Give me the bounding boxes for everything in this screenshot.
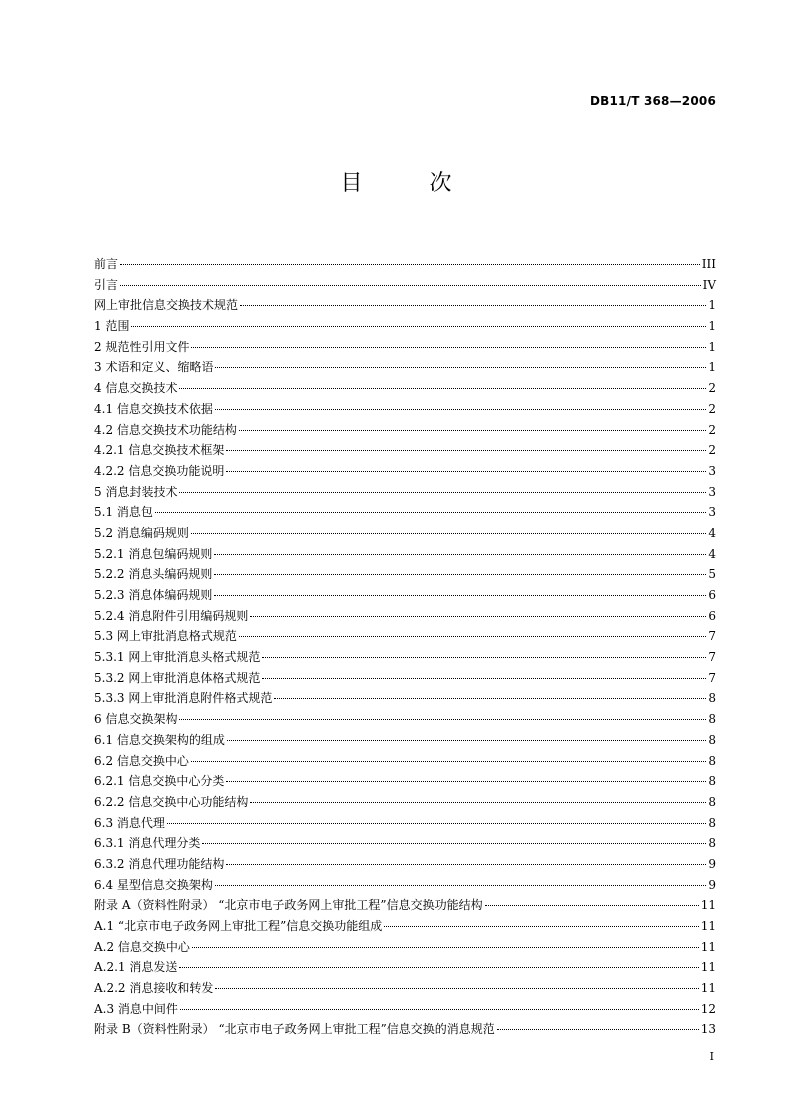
toc-entry[interactable]: [94, 1019, 716, 1040]
dot-leader: [191, 761, 706, 762]
toc-entry[interactable]: [94, 647, 716, 668]
dot-leader: [227, 740, 706, 741]
toc-entry[interactable]: [94, 564, 716, 585]
toc-entry-label: A.2.2 消息接收和转发: [94, 981, 214, 996]
dot-leader: [215, 988, 698, 989]
toc-entry[interactable]: [94, 440, 716, 461]
toc-entry-label: 5.2.2 消息头编码规则: [94, 567, 213, 582]
dot-leader: [262, 678, 706, 679]
toc-entry-label: 6.2.1 信息交换中心分类: [94, 774, 225, 789]
toc-entry-label: 网上审批信息交换技术规范: [94, 298, 239, 313]
dot-leader: [214, 554, 706, 555]
toc-entry[interactable]: [94, 606, 716, 627]
toc-entry-page: 11: [700, 898, 716, 913]
toc-entry-page: 8: [708, 732, 716, 747]
toc-entry-label: 5.3.1 网上审批消息头格式规范: [94, 650, 261, 665]
toc-entry-page: 2: [708, 381, 716, 396]
toc-entry-page: 4: [708, 546, 716, 561]
dot-leader: [202, 843, 706, 844]
toc-entry[interactable]: [94, 957, 716, 978]
dot-leader: [167, 823, 706, 824]
toc-entry[interactable]: [94, 854, 716, 875]
dot-leader: [215, 409, 706, 410]
toc-entry-page: 8: [708, 712, 716, 727]
toc-entry-label: 6 信息交换架构: [94, 712, 178, 727]
dot-leader: [192, 947, 699, 948]
toc-entry-label: 6.3.2 消息代理功能结构: [94, 856, 225, 871]
toc-entry-label: A.3 消息中间件: [94, 1001, 178, 1016]
toc-entry[interactable]: [94, 688, 716, 709]
dot-leader: [226, 471, 706, 472]
toc-entry[interactable]: [94, 523, 716, 544]
toc-entry-label: 引言: [94, 277, 119, 292]
toc-entry-page: 2: [708, 422, 716, 437]
toc-entry-label: A.2.1 消息发送: [94, 960, 178, 975]
dot-leader: [250, 802, 706, 803]
toc-entry-label: 5.3.3 网上审批消息附件格式规范: [94, 691, 273, 706]
toc-entry-page: 3: [708, 463, 716, 478]
toc-entry[interactable]: [94, 978, 716, 999]
toc-entry-page: 5: [708, 567, 716, 582]
toc-entry[interactable]: [94, 937, 716, 958]
toc-entry-page: 7: [708, 650, 716, 665]
document-code: DB11/T 368—2006: [590, 94, 716, 108]
toc-entry-page: 7: [708, 670, 716, 685]
toc-entry-label: 1 范围: [94, 319, 130, 334]
toc-entry[interactable]: [94, 730, 716, 751]
toc-entry-label: 前言: [94, 257, 119, 271]
toc-entry[interactable]: [94, 461, 716, 482]
table-of-contents: [94, 254, 716, 1040]
toc-entry-page: 4: [708, 525, 716, 540]
toc-entry-page: 6: [708, 608, 716, 623]
toc-entry[interactable]: [94, 275, 716, 296]
dot-leader: [191, 347, 706, 348]
toc-entry[interactable]: [94, 875, 716, 896]
toc-entry-page: 1: [708, 319, 716, 334]
toc-entry-label: 4.2.2 信息交换功能说明: [94, 463, 225, 478]
toc-entry[interactable]: [94, 295, 716, 316]
toc-entry-label: 6.3 消息代理: [94, 815, 165, 830]
toc-entry-label: 5.3 网上审批消息格式规范: [94, 629, 237, 644]
toc-entry-label: 5.2.1 消息包编码规则: [94, 546, 213, 561]
toc-entry[interactable]: [94, 751, 716, 772]
toc-entry-page: 3: [708, 505, 716, 520]
toc-entry-label: 附录 A（资料性附录） “北京市电子政务网上审批工程”信息交换功能结构: [94, 898, 483, 913]
dot-leader: [155, 512, 706, 513]
dot-leader: [226, 450, 706, 451]
dot-leader: [485, 905, 699, 906]
toc-entry-page: 6: [708, 588, 716, 602]
toc-entry-label: 4.2 信息交换技术功能结构: [94, 422, 237, 437]
dot-leader: [191, 533, 706, 534]
toc-entry-label: 4.2.1 信息交换技术框架: [94, 443, 225, 458]
toc-entry-label: 3 术语和定义、缩略语: [94, 360, 214, 375]
toc-entry[interactable]: [94, 833, 716, 854]
dot-leader: [120, 285, 701, 286]
toc-entry-label: 4 信息交换技术: [94, 381, 178, 396]
toc-entry[interactable]: [94, 502, 716, 523]
toc-entry[interactable]: [94, 585, 716, 606]
dot-leader: [180, 1009, 699, 1010]
toc-entry-label: 5.2 消息编码规则: [94, 525, 189, 540]
toc-entry-label: 5.2.4 消息附件引用编码规则: [94, 608, 249, 623]
dot-leader: [497, 1029, 699, 1030]
toc-entry[interactable]: [94, 316, 716, 337]
toc-entry-page: 9: [708, 856, 716, 871]
toc-entry-page: 2: [708, 443, 716, 458]
toc-entry-page: 11: [700, 981, 716, 996]
dot-leader: [214, 595, 706, 596]
toc-entry[interactable]: [94, 337, 716, 358]
toc-entry-page: 12: [700, 1001, 716, 1016]
toc-entry-page: 8: [708, 691, 716, 706]
toc-entry-page: 7: [708, 629, 716, 644]
page-number: I: [709, 1050, 714, 1063]
dot-leader: [214, 574, 706, 575]
toc-entry[interactable]: [94, 709, 716, 730]
toc-entry-page: 8: [708, 753, 716, 768]
toc-entry-page: 11: [700, 919, 716, 933]
toc-entry-label: A.2 信息交换中心: [94, 939, 190, 954]
dot-leader: [179, 967, 698, 968]
dot-leader: [262, 657, 706, 658]
toc-entry-page: 8: [708, 794, 716, 809]
toc-entry-label: A.1 “北京市电子政务网上审批工程”信息交换功能组成: [94, 919, 383, 933]
toc-entry-page: 8: [708, 836, 716, 851]
toc-entry-page: 1: [708, 298, 716, 313]
dot-leader: [120, 264, 700, 265]
page-title: 目 次: [340, 171, 482, 196]
toc-entry-page: III: [701, 257, 716, 271]
dot-leader: [131, 326, 706, 327]
toc-entry[interactable]: [94, 813, 716, 834]
toc-entry-label: 2 规范性引用文件: [94, 339, 190, 354]
toc-entry[interactable]: [94, 357, 716, 378]
toc-entry[interactable]: [94, 544, 716, 565]
toc-entry-label: 6.4 星型信息交换架构: [94, 877, 213, 892]
toc-entry-label: 4.1 信息交换技术依据: [94, 401, 213, 416]
toc-entry-page: 11: [700, 939, 716, 954]
dot-leader: [274, 698, 706, 699]
toc-entry[interactable]: [94, 378, 716, 399]
dot-leader: [215, 367, 706, 368]
toc-entry-page: 8: [708, 815, 716, 830]
dot-leader: [179, 388, 706, 389]
dot-leader: [384, 926, 699, 927]
toc-entry[interactable]: [94, 999, 716, 1020]
toc-entry-label: 5.2.3 消息体编码规则: [94, 588, 213, 602]
toc-entry-page: 13: [700, 1022, 716, 1037]
dot-leader: [215, 885, 706, 886]
toc-entry[interactable]: [94, 771, 716, 792]
toc-entry-label: 6.2.2 信息交换中心功能结构: [94, 794, 249, 809]
toc-entry-label: 6.2 信息交换中心: [94, 753, 189, 768]
dot-leader: [250, 616, 706, 617]
toc-entry-page: 11: [700, 960, 716, 975]
dot-leader: [179, 719, 706, 720]
toc-entry[interactable]: [94, 626, 716, 647]
dot-leader: [179, 492, 706, 493]
toc-entry[interactable]: [94, 420, 716, 441]
toc-entry-label: 5.1 消息包: [94, 505, 153, 520]
toc-entry-page: 8: [708, 774, 716, 789]
toc-entry-label: 附录 B（资料性附录） “北京市电子政务网上审批工程”信息交换的消息规范: [94, 1022, 495, 1037]
toc-entry-page: 3: [708, 484, 716, 499]
toc-entry-page: IV: [702, 277, 716, 292]
dot-leader: [240, 305, 706, 306]
toc-entry[interactable]: [94, 254, 716, 275]
dot-leader: [226, 864, 706, 865]
dot-leader: [239, 430, 706, 431]
toc-entry[interactable]: [94, 916, 716, 937]
toc-entry-label: 5.3.2 网上审批消息体格式规范: [94, 670, 261, 685]
dot-leader: [239, 636, 706, 637]
toc-entry[interactable]: [94, 399, 716, 420]
toc-entry[interactable]: [94, 668, 716, 689]
toc-entry[interactable]: [94, 482, 716, 503]
toc-entry-page: 2: [708, 401, 716, 416]
toc-entry-page: 1: [708, 360, 716, 375]
toc-entry-label: 5 消息封装技术: [94, 484, 178, 499]
toc-entry[interactable]: [94, 792, 716, 813]
toc-entry-page: 1: [708, 339, 716, 354]
dot-leader: [226, 781, 706, 782]
toc-entry-label: 6.3.1 消息代理分类: [94, 836, 201, 851]
toc-entry-page: 9: [708, 877, 716, 892]
toc-entry[interactable]: [94, 895, 716, 916]
toc-entry-label: 6.1 信息交换架构的组成: [94, 732, 225, 747]
